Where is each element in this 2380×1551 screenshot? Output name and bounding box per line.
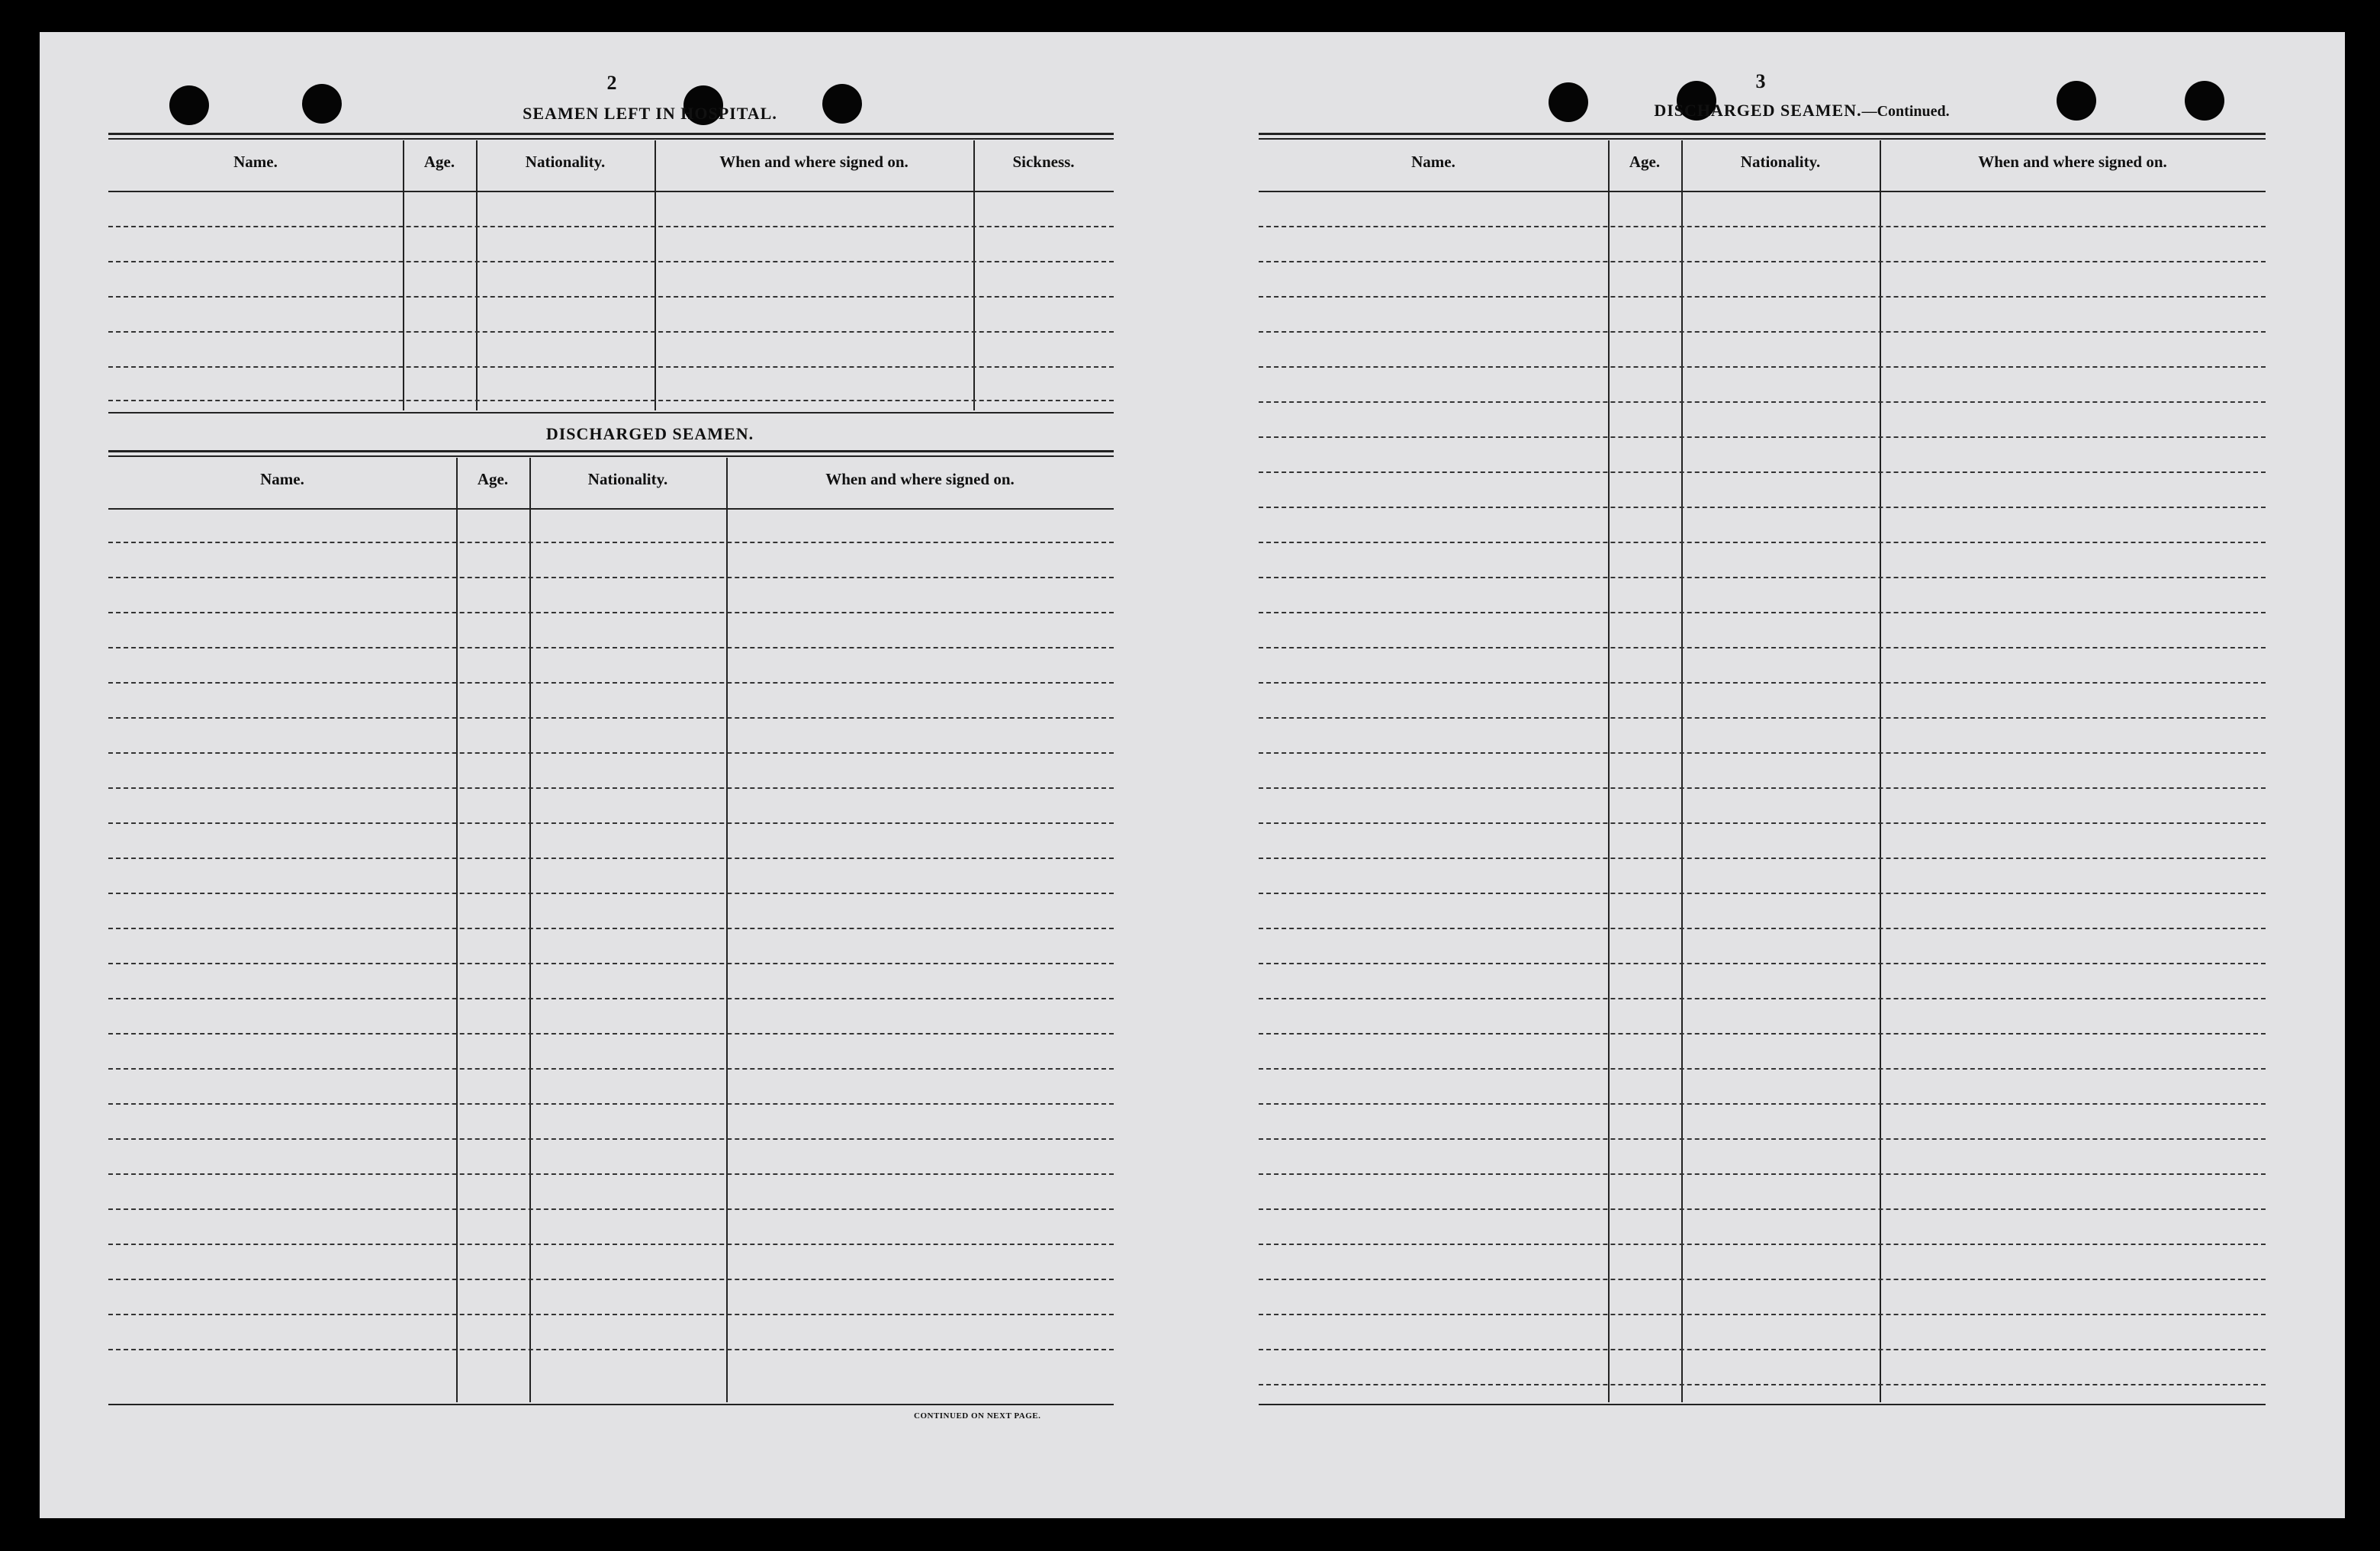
entry-line — [108, 928, 1114, 929]
entry-line — [1259, 296, 2266, 298]
entry-line — [1259, 331, 2266, 333]
entry-line — [108, 366, 1114, 368]
column-divider — [726, 458, 728, 1402]
hospital-header-sickness: Sickness. — [973, 140, 1114, 192]
right-page-number: 3 — [1755, 70, 1766, 92]
entry-line — [108, 296, 1114, 298]
hospital-section-title: SEAMEN LEFT IN HOSPITAL. — [523, 104, 777, 123]
entry-line — [1259, 717, 2266, 719]
entry-line — [108, 1244, 1114, 1245]
discharged-header-name: Name. — [108, 458, 456, 510]
column-divider — [529, 458, 531, 1402]
hospital-header-nationality: Nationality. — [476, 140, 654, 192]
entry-line — [108, 1103, 1114, 1105]
entry-line — [1259, 226, 2266, 227]
entry-line — [108, 822, 1114, 824]
entry-line — [1259, 436, 2266, 438]
entry-line — [1259, 471, 2266, 473]
right-header-name: Name. — [1259, 140, 1608, 192]
entry-line — [1259, 998, 2266, 999]
entry-line — [1259, 261, 2266, 262]
discharged-header-age: Age. — [456, 458, 529, 510]
entry-line — [108, 963, 1114, 964]
entry-line — [108, 717, 1114, 719]
discharged-header-nationality: Nationality. — [529, 458, 726, 510]
column-divider — [973, 140, 975, 410]
entry-line — [108, 612, 1114, 613]
right-header-signed-on: When and where signed on. — [1880, 140, 2266, 192]
entry-line — [108, 893, 1114, 894]
punch-hole-icon — [2057, 81, 2096, 121]
entry-line — [1259, 1279, 2266, 1280]
document-page-spread — [40, 32, 2345, 1518]
right-discharged-table — [1259, 140, 2266, 1402]
entry-line — [108, 1279, 1114, 1280]
right-title-suffix: —Continued. — [1861, 103, 1950, 120]
column-divider — [403, 140, 404, 410]
entry-line — [1259, 366, 2266, 368]
entry-line — [1259, 647, 2266, 648]
entry-line — [108, 858, 1114, 859]
hospital-header-signed-on: When and where signed on. — [654, 140, 973, 192]
punch-hole-icon — [302, 84, 342, 124]
entry-line — [108, 1068, 1114, 1070]
entry-line — [1259, 893, 2266, 894]
entry-line — [1259, 682, 2266, 684]
entry-line — [1259, 1349, 2266, 1350]
entry-line — [1259, 858, 2266, 859]
entry-line — [1259, 1033, 2266, 1035]
entry-line — [1259, 1173, 2266, 1175]
entry-line — [108, 1138, 1114, 1140]
right-section-title — [1565, 101, 2038, 121]
entry-line — [108, 998, 1114, 999]
right-title-main: DISCHARGED SEAMEN. — [1654, 101, 1862, 120]
entry-line — [108, 577, 1114, 578]
column-divider — [1681, 140, 1683, 1402]
hospital-table — [108, 140, 1114, 410]
entry-line — [1259, 928, 2266, 929]
entry-line — [1259, 1103, 2266, 1105]
entry-line — [108, 226, 1114, 227]
entry-line — [1259, 787, 2266, 789]
discharged-header-signed-on: When and where signed on. — [726, 458, 1114, 510]
hospital-bottom-rule — [108, 412, 1114, 413]
entry-line — [1259, 542, 2266, 543]
hospital-header-age: Age. — [403, 140, 476, 192]
right-top-rule — [1259, 133, 2266, 140]
entry-line — [108, 1314, 1114, 1315]
entry-line — [108, 400, 1114, 401]
entry-line — [1259, 507, 2266, 508]
entry-line — [108, 752, 1114, 754]
entry-line — [1259, 1068, 2266, 1070]
column-divider — [1880, 140, 1881, 1402]
entry-line — [108, 647, 1114, 648]
entry-line — [1259, 1384, 2266, 1385]
left-page-number: 2 — [606, 72, 617, 94]
column-divider — [654, 140, 656, 410]
entry-line — [108, 331, 1114, 333]
entry-line — [108, 542, 1114, 543]
entry-line — [1259, 1208, 2266, 1210]
entry-line — [108, 261, 1114, 262]
entry-line — [1259, 612, 2266, 613]
punch-hole-icon — [2185, 81, 2224, 121]
entry-line — [1259, 752, 2266, 754]
entry-line — [1259, 822, 2266, 824]
continued-footer: CONTINUED ON NEXT PAGE. — [914, 1411, 1041, 1421]
entry-line — [108, 1208, 1114, 1210]
discharged-table — [108, 458, 1114, 1402]
entry-line — [1259, 963, 2266, 964]
entry-line — [108, 787, 1114, 789]
right-header-age: Age. — [1608, 140, 1681, 192]
entry-line — [1259, 577, 2266, 578]
entry-line — [108, 1173, 1114, 1175]
column-divider — [476, 140, 478, 410]
right-header-nationality: Nationality. — [1681, 140, 1880, 192]
hospital-top-rule — [108, 133, 1114, 140]
hospital-header-name: Name. — [108, 140, 403, 192]
column-divider — [1608, 140, 1610, 1402]
punch-hole-icon — [169, 85, 209, 125]
discharged-top-rule — [108, 450, 1114, 457]
entry-line — [1259, 1314, 2266, 1315]
entry-line — [1259, 1138, 2266, 1140]
discharged-bottom-rule — [108, 1404, 1114, 1405]
entry-line — [1259, 1244, 2266, 1245]
entry-line — [108, 682, 1114, 684]
discharged-section-title: DISCHARGED SEAMEN. — [545, 424, 754, 443]
right-bottom-rule — [1259, 1404, 2266, 1405]
entry-line — [108, 1033, 1114, 1035]
entry-line — [108, 1349, 1114, 1350]
column-divider — [456, 458, 458, 1402]
entry-line — [1259, 401, 2266, 403]
